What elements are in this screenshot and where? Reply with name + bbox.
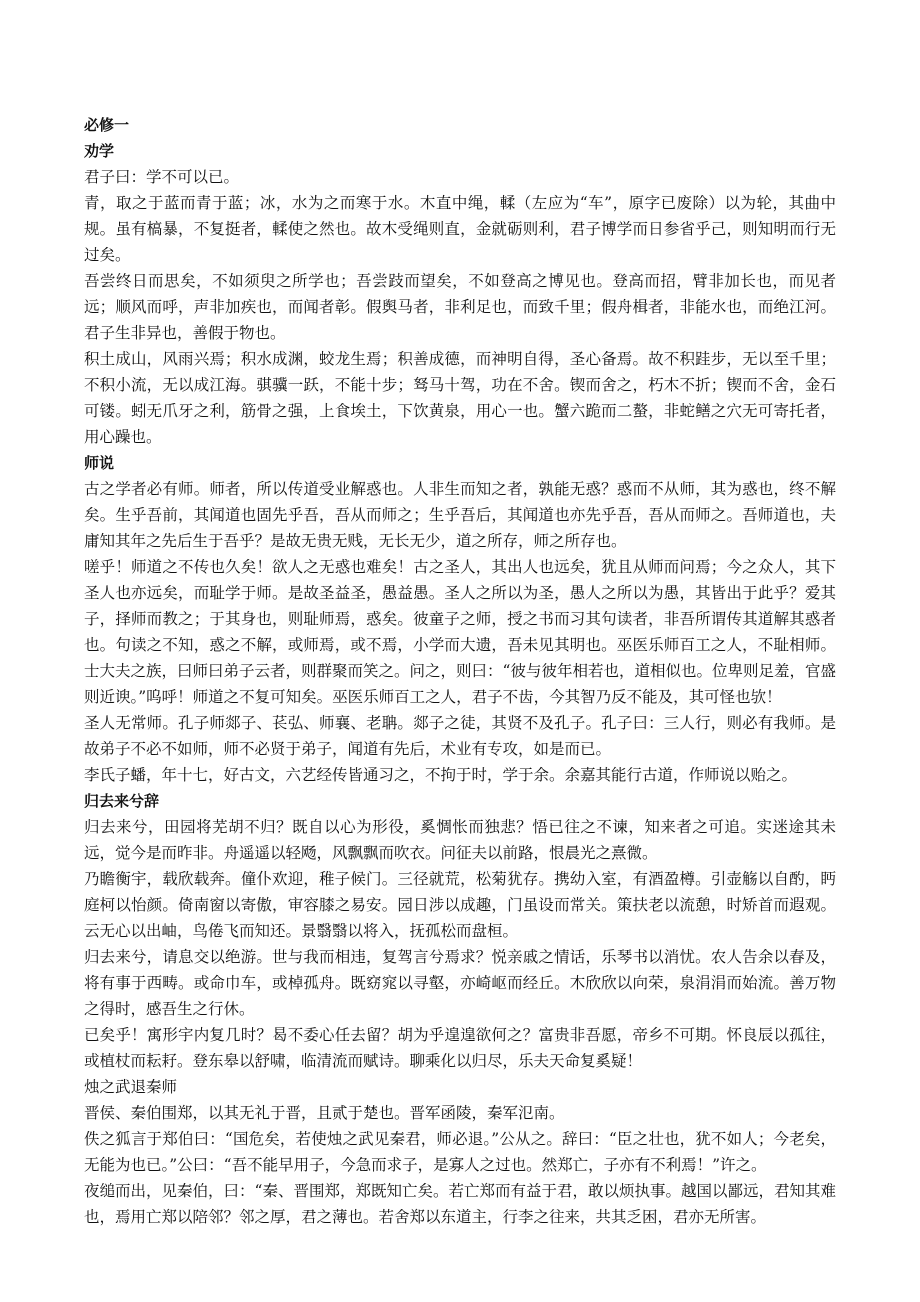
paragraph: 嗟乎！师道之不传也久矣！欲人之无惑也难矣！古之圣人，其出人也远矣，犹且从师而问焉；今之众人，其下圣人也亦远矣，而耻学于师。是故圣益圣，愚益愚。圣人之所以为圣，愚人之所以为愚，其皆出于此乎？爱其子，择师而教之；于其身也，则耻师焉，惑矣。彼童子之师，授之书而习其句读者，非吾所谓传其道解其惑者也。句读之不知，惑之不解，或师焉，或不焉，小学而大遗，吾未见其明也。巫医乐师百工之人，不耻相师。士大夫之族，曰师曰弟子云者，则群聚而笑之。问之，则曰：“彼与彼年相若也，道相似也。位卑则足羞，官盛则近谀。”呜呼！师道之不复可知矣。巫医乐师百工之人，君子不齿，今其智乃反不能及，其可怪也欤！ bbox=[84, 558, 836, 706]
paragraph: 佚之狐言于郑伯曰：“国危矣，若使烛之武见秦君，师必退。”公从之。辞曰：“臣之壮也，犹不如人；今老矣，无能为也已。”公曰：“吾不能早用子，今急而求子，是寡人之过也。然郑亡，子亦有不利焉！”许之。 bbox=[84, 1130, 836, 1174]
paragraph: 已矣乎！寓形宇内复几时？曷不委心任去留？胡为乎遑遑欲何之？富贵非吾愿，帝乡不可期。怀良辰以孤往，或植杖而耘耔。登东皋以舒啸，临清流而赋诗。聊乘化以归尽，乐夫天命复奚疑！ bbox=[84, 1026, 836, 1070]
section-title-zhuzhiwu: 烛之武退秦师 bbox=[84, 1078, 178, 1096]
paragraph: 吾尝终日而思矣，不如须臾之所学也；吾尝跂而望矣，不如登高之博见也。登高而招，臂非加长也，而见者远；顺风而呼，声非加疾也，而闻者彰。假舆马者，非利足也，而致千里；假舟楫者，非能水也，而绝江河。君子生非异也，善假于物也。 bbox=[84, 272, 836, 342]
paragraph: 乃瞻衡宇，载欣载奔。僮仆欢迎，稚子候门。三径就荒，松菊犹存。携幼入室，有酒盈樽。引壶觞以自酌，眄庭柯以怡颜。倚南窗以寄傲，审容膝之易安。园日涉以成趣，门虽设而常关。策扶老以流憩，时矫首而遐观。云无心以出岫，鸟倦飞而知还。景翳翳以将入，抚孤松而盘桓。 bbox=[84, 870, 836, 940]
book-title: 必修一 bbox=[84, 116, 130, 134]
paragraph: 古之学者必有师。师者，所以传道受业解惑也。人非生而知之者，孰能无惑？惑而不从师，其为惑也，终不解矣。生乎吾前，其闻道也固先乎吾，吾从而师之；生乎吾后，其闻道也亦先乎吾，吾从而师之。吾师道也，夫庸知其年之先后生于吾乎？是故无贵无贱，无长无少，道之所存，师之所存也。 bbox=[84, 480, 836, 550]
paragraph: 晋侯、秦伯围郑，以其无礼于晋，且贰于楚也。晋军函陵，秦军氾南。 bbox=[84, 1104, 565, 1122]
section-title-guiqulaixici: 归去来兮辞 bbox=[84, 792, 160, 810]
paragraph: 归去来兮，田园将芜胡不归？既自以心为形役，奚惆怅而独悲？悟已往之不谏，知来者之可追。实迷途其未远，觉今是而昨非。舟遥遥以轻飏，风飘飘而吹衣。问征夫以前路，恨晨光之熹微。 bbox=[84, 818, 836, 862]
paragraph: 君子曰：学不可以已。 bbox=[84, 168, 240, 186]
paragraph: 归去来兮，请息交以绝游。世与我而相违，复驾言兮焉求？悦亲戚之情话，乐琴书以消忧。农人告余以春及，将有事于西畴。或命巾车，或棹孤舟。既窈窕以寻壑，亦崎岖而经丘。木欣欣以向荣，泉涓涓而始流。善万物之得时，感吾生之行休。 bbox=[84, 948, 836, 1018]
paragraph: 夜缒而出，见秦伯，曰：“秦、晋围郑，郑既知亡矣。若亡郑而有益于君，敢以烦执事。越国以鄙远，君知其难也，焉用亡郑以陪邻？邻之厚，君之薄也。若舍郑以东道主，行李之往来，共其乏困，君亦无所害。 bbox=[84, 1182, 836, 1226]
paragraph: 积土成山，风雨兴焉；积水成渊，蛟龙生焉；积善成德，而神明自得，圣心备焉。故不积跬步，无以至千里；不积小流，无以成江海。骐骥一跃，不能十步；驽马十驾，功在不舍。锲而舍之，朽木不折；锲而不舍，金石可镂。蚓无爪牙之利，筋骨之强，上食埃土，下饮黄泉，用心一也。蟹六跪而二螯，非蛇鳝之穴无可寄托者，用心躁也。 bbox=[84, 350, 836, 446]
paragraph: 青，取之于蓝而青于蓝；冰，水为之而寒于水。木直中绳，輮（左应为“车”，原字已废除）以为轮，其曲中规。虽有槁暴，不复挺者，輮使之然也。故木受绳则直，金就砺则利，君子博学而日参省乎己，则知明而行无过矣。 bbox=[84, 194, 836, 264]
section-title-quanxue: 劝学 bbox=[84, 142, 115, 160]
paragraph: 李氏子蟠，年十七，好古文，六艺经传皆通习之，不拘于时，学于余。余嘉其能行古道，作师说以贻之。 bbox=[84, 766, 798, 784]
paragraph: 圣人无常师。孔子师郯子、苌弘、师襄、老聃。郯子之徒，其贤不及孔子。孔子曰：三人行，则必有我师。是故弟子不必不如师，师不必贤于弟子，闻道有先后，术业有专攻，如是而已。 bbox=[84, 714, 836, 758]
section-title-shishuo: 师说 bbox=[84, 454, 115, 472]
